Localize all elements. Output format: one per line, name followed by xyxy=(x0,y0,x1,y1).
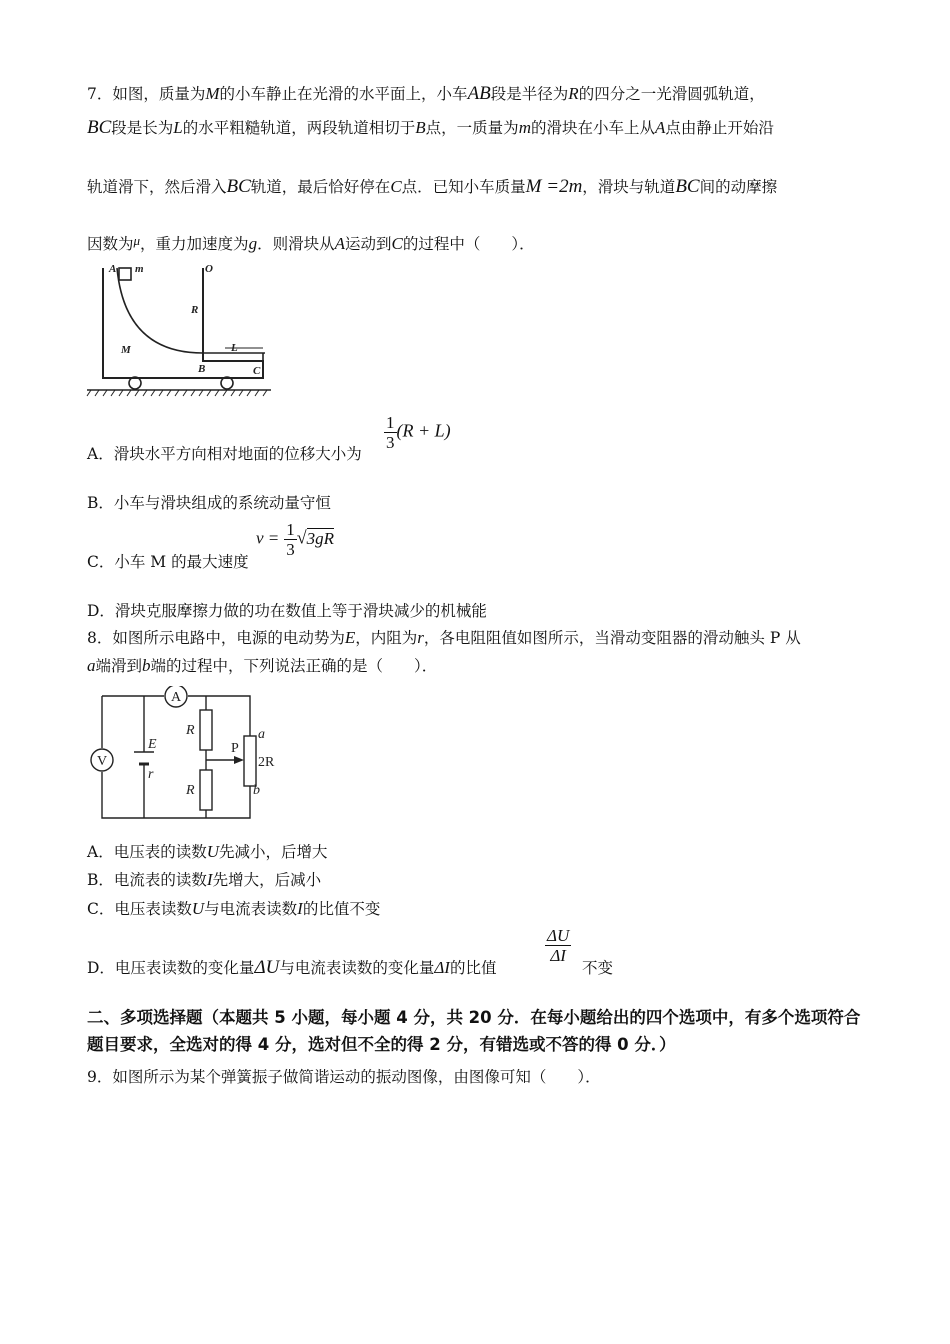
text: ，滑块与轨道 xyxy=(582,178,676,196)
text: 段是长为 xyxy=(111,119,174,137)
q9-text: 9．如图所示为某个弹簧振子做简谐运动的振动图像，由图像可知（ ）． xyxy=(87,1068,601,1086)
text: 段是半径为 xyxy=(490,85,569,103)
text: 间的动摩擦 xyxy=(699,178,778,196)
q7-line-2 xyxy=(87,118,774,138)
text: 的水平粗糙轨道，两段轨道相切于 xyxy=(182,119,416,137)
text: A．滑块水平方向相对地面的位移大小为 xyxy=(87,445,362,463)
text: 运动到 xyxy=(344,235,392,253)
math-BC: BC xyxy=(675,176,700,197)
text: ．则滑块从 xyxy=(257,235,335,253)
text: 点由静止开始沿 xyxy=(665,119,774,137)
q8-line-2: a端滑到b端的过程中，下列说法正确的是（ ）． xyxy=(87,656,438,675)
text: 点，一质量为 xyxy=(425,119,519,137)
q7-option-b: B．小车与滑块组成的系统动量守恒 xyxy=(87,494,331,512)
cart-body xyxy=(103,268,263,378)
q8-option-d-fraction: $\frac{\Delta U}{\Delta I}$ xyxy=(547,926,570,965)
resistor-top xyxy=(200,710,212,750)
label-m: m xyxy=(135,263,144,275)
q7-option-d: D．滑块克服摩擦力做的功在数值上等于滑块减少的机械能 xyxy=(87,602,487,620)
q8-option-d-tail: 不变 xyxy=(582,959,614,977)
label-b: b xyxy=(253,783,260,798)
slider-arrow xyxy=(234,756,244,764)
q7-option-a-formula: $\frac{1}{3}$ (R + L) xyxy=(386,413,451,452)
q7-line-1 xyxy=(87,84,765,104)
q8-option-d: D．电压表读数的变化量ΔU与电流表读数的变化量ΔI的比值 xyxy=(87,957,497,978)
math-mu: μ xyxy=(133,233,141,248)
rheostat xyxy=(244,736,256,786)
math-b: b xyxy=(142,656,151,675)
math-R: R xyxy=(568,84,579,103)
label-P: P xyxy=(231,741,239,756)
fraction: $\frac{1}{3}$ xyxy=(386,413,395,452)
circuit-figure xyxy=(86,686,286,826)
q7-line-3 xyxy=(87,177,777,197)
text: 轨道滑下，然后滑入 xyxy=(87,178,227,196)
math-E: E xyxy=(344,628,356,647)
label-R-top: R xyxy=(186,723,195,738)
math-r: r xyxy=(417,628,424,647)
voltmeter-label: V xyxy=(97,754,108,769)
cart-track-figure xyxy=(85,258,275,398)
math-M: M xyxy=(205,84,220,103)
math-C: C xyxy=(390,177,402,196)
label-A: A xyxy=(109,263,117,275)
text: 点．已知小车质量 xyxy=(401,178,526,196)
q7-line-4 xyxy=(87,231,535,254)
math-A: A xyxy=(654,118,666,137)
label-E: E xyxy=(148,737,157,752)
text: 轨道，最后恰好停在 xyxy=(250,178,391,196)
math-AB: AB xyxy=(467,83,491,104)
math-BC: BC xyxy=(87,117,112,138)
math-a: a xyxy=(87,656,96,675)
label-O: O xyxy=(205,263,213,275)
math-B: B xyxy=(415,118,426,137)
text: 的小车静止在光滑的水平面上，小车 xyxy=(219,85,468,103)
label-M: M xyxy=(121,344,131,356)
math-mass-relation: M =2m xyxy=(525,176,583,197)
label-r: r xyxy=(148,767,154,782)
label-R: R xyxy=(191,304,199,316)
fraction: $\frac{1}{3}$ xyxy=(286,520,295,559)
math-L: L xyxy=(173,118,183,137)
text: 的滑块在小车上从 xyxy=(530,119,655,137)
ammeter-label: A xyxy=(171,690,182,705)
label-C: C xyxy=(253,365,261,377)
label-a: a xyxy=(258,727,265,742)
math-g: g xyxy=(248,234,258,253)
label-R-bottom: R xyxy=(186,783,195,798)
section-2-heading: 二、多项选择题（本题共 5 小题，每小题 4 分，共 20 分．在每小题给出的四个选项中，有多个选项符合题目要求，全选对的得 4 分，选对但不全的得 2 分，有错选或不答的得 0 分．） xyxy=(87,1008,861,1054)
q8-line-1: 8．如图所示电路中，电源的电动势为E，内阻为r，各电阻阻值如图所示，当滑动变阻器的滑动触头 P 从 xyxy=(87,628,801,647)
resistor-bottom xyxy=(200,770,212,810)
text: 的过程中（ ）． xyxy=(402,235,535,253)
q8-option-a: A．电压表的读数U先减小，后增大 xyxy=(87,842,328,861)
q7-option-c-formula: v = $\frac{1}{3}$ √3gR xyxy=(256,520,334,559)
text: 7．如图，质量为 xyxy=(87,85,206,103)
q8-option-b: B．电流表的读数I先增大，后减小 xyxy=(87,870,322,889)
wire-bottom xyxy=(102,772,250,818)
text: 因数为 xyxy=(87,235,134,253)
text: 的四分之一光滑圆弧轨道， xyxy=(578,85,765,103)
q7-option-c: C．小车 M 的最大速度 xyxy=(87,553,249,571)
q7-option-a xyxy=(87,444,362,464)
label-B: B xyxy=(198,363,206,375)
math-m: m xyxy=(518,118,531,137)
math-C: C xyxy=(391,234,403,253)
label-L: L xyxy=(231,342,238,354)
q8-option-c: C．电压表读数U与电流表读数I的比值不变 xyxy=(87,899,381,918)
math-BC: BC xyxy=(226,176,251,197)
math-A: A xyxy=(334,234,345,253)
slider-block xyxy=(119,268,131,280)
text: ，重力加速度为 xyxy=(140,235,249,253)
wire-top-right xyxy=(188,696,250,736)
label-2R: 2R xyxy=(258,755,275,770)
